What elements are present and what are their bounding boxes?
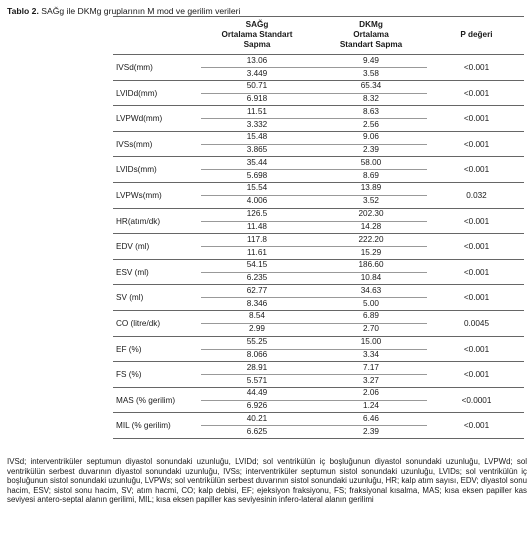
group1-sd: 3.449 <box>246 68 268 78</box>
table-row <box>113 132 524 158</box>
group1-sd: 6.918 <box>246 94 268 104</box>
group2-mean: 6.89 <box>363 311 379 321</box>
group2-mean: 9.49 <box>363 55 379 65</box>
footnote: IVSd; interventriküler septumun diyastol sonundaki uzunluğu, LVIDd; sol ventrikülün iç boşluğunun diyastol sonundaki uzunluğu, LVPWd; sol ventrikülün serbest duvarının diyastol sonundaki uzunluğu, IVSs; interventriküler septumun sistol sonundaki uzunluğu, LVIDs; sol ventrikülün iç boşluğunun sistol sonundaki uzunluğu, LVPWs; sol ventrikülün serbest duvarının sistol sonundaki uzunluğu, HR; kalp atım sayısı, EDV; diyastol sonu hacim, ESV; sistol sonu hacim, SV; atım hacmi, CO; kalp debisi, EF; ejeksiyon fraksiyonu, FS; fraksiyonal kısalma, MAS; kısa eksen papiller kas seviyesi antero-septal alanın gerilimi, MIL; kısa eksen papiller kas seviyesinin infero-lateral alanın gerilimi <box>7 457 527 505</box>
caption-label: Tablo 2. <box>7 6 39 16</box>
row-param: ESV (ml) <box>116 267 149 277</box>
group2-mean: 8.63 <box>363 106 379 116</box>
group2-mean: 186.60 <box>358 260 384 270</box>
row-param: EDV (ml) <box>116 242 150 252</box>
table-row <box>113 311 524 337</box>
data-table <box>113 16 524 439</box>
row-param: IVSd(mm) <box>116 63 153 72</box>
p-value: <0.001 <box>463 344 490 354</box>
group1-sd: 5.571 <box>246 375 268 385</box>
header-group1: SAĞg Ortalama Standart Sapma <box>221 20 293 49</box>
group2-mean: 202.30 <box>358 209 384 219</box>
group2-mean: 9.06 <box>363 132 379 142</box>
row-param: LVIDs(mm) <box>116 165 157 175</box>
row-param: HR(atım/dk) <box>116 216 161 226</box>
row-param: IVSs(mm) <box>116 139 153 149</box>
row-param: SV (ml) <box>116 293 144 303</box>
group2-sd: 2.56 <box>363 119 379 129</box>
p-value: <0.0001 <box>461 395 492 405</box>
group2-mean: 13.89 <box>360 183 382 193</box>
group1-sd: 6.625 <box>246 426 268 436</box>
group1-mean: 11.51 <box>247 106 267 116</box>
group2-sd: 1.24 <box>363 401 379 411</box>
table-row <box>113 234 524 260</box>
p-value: <0.001 <box>463 242 490 252</box>
group2-sd: 10.84 <box>360 273 382 283</box>
group1-mean: 28.91 <box>246 362 268 372</box>
group2-sd: 8.69 <box>363 170 379 180</box>
group2-mean: 6.46 <box>363 413 379 423</box>
header-p-value: P değeri <box>460 30 493 39</box>
p-value: <0.001 <box>463 216 490 226</box>
group2-mean: 222.20 <box>358 234 384 244</box>
row-divider <box>201 195 427 196</box>
group2-sd: 2.39 <box>363 145 379 155</box>
row-divider <box>201 246 427 247</box>
group2-sd: 14.28 <box>360 222 382 232</box>
row-divider <box>201 425 427 426</box>
group2-sd: 3.34 <box>363 350 379 360</box>
group2-mean: 65.34 <box>360 81 382 91</box>
table-header <box>113 16 524 55</box>
group2-mean: 7.17 <box>363 362 379 372</box>
row-param: LVPWd(mm) <box>116 114 163 124</box>
group1-mean: 35.44 <box>246 157 268 167</box>
group2-mean: 58.00 <box>360 157 382 167</box>
group1-mean: 13.06 <box>246 55 268 65</box>
row-divider <box>201 272 427 273</box>
p-value: <0.001 <box>463 267 490 277</box>
table-body <box>113 55 524 439</box>
group1-mean: 54.15 <box>246 260 268 270</box>
row-divider <box>201 374 427 375</box>
row-divider <box>201 144 427 145</box>
header-group2: DKMg Ortalama Standart Sapma <box>339 20 403 49</box>
table-row <box>113 106 524 132</box>
group2-sd: 2.70 <box>363 324 379 334</box>
p-value: 0.032 <box>466 190 487 200</box>
table-row <box>113 388 524 414</box>
group1-mean: 50.71 <box>246 81 268 91</box>
group1-sd: 2.99 <box>249 324 265 334</box>
table-row <box>113 362 524 388</box>
row-param: LVIDd(mm) <box>116 88 158 98</box>
group1-mean: 40.21 <box>246 413 268 423</box>
group1-sd: 6.926 <box>246 401 268 411</box>
group2-mean: 15.00 <box>360 337 382 347</box>
p-value: 0.0045 <box>463 318 490 328</box>
group1-sd: 8.346 <box>246 298 268 308</box>
group1-mean: 126.5 <box>246 209 268 219</box>
row-divider <box>201 323 427 324</box>
group2-sd: 15.29 <box>360 247 382 257</box>
table-row <box>113 55 524 81</box>
table-row <box>113 337 524 363</box>
table-row <box>113 157 524 183</box>
row-param: LVPWs(mm) <box>116 190 162 200</box>
row-divider <box>201 93 427 94</box>
p-value: <0.001 <box>463 370 490 380</box>
row-divider <box>201 297 427 298</box>
row-divider <box>201 349 427 350</box>
p-value: <0.001 <box>463 421 490 431</box>
group2-sd: 3.52 <box>363 196 379 206</box>
group1-mean: 117.8 <box>247 234 267 244</box>
group2-sd: 3.27 <box>363 375 379 385</box>
p-value: <0.001 <box>463 165 490 175</box>
row-param: FS (%) <box>116 370 142 380</box>
p-value: <0.001 <box>463 88 490 98</box>
group1-mean: 8.54 <box>249 311 265 321</box>
row-param: CO (litre/dk) <box>116 318 161 328</box>
p-value: <0.001 <box>463 139 490 149</box>
group1-sd: 3.332 <box>246 119 268 129</box>
group1-mean: 15.54 <box>246 183 268 193</box>
row-param: MIL (% gerilim) <box>116 421 171 431</box>
group1-sd: 11.48 <box>247 222 267 232</box>
p-value: <0.001 <box>463 293 490 303</box>
group1-sd: 11.61 <box>247 247 267 257</box>
p-value: <0.001 <box>463 63 490 72</box>
group2-mean: 34.63 <box>360 285 382 295</box>
group2-sd: 8.32 <box>363 94 379 104</box>
group1-sd: 3.865 <box>246 145 268 155</box>
group2-sd: 2.39 <box>363 426 379 436</box>
group1-sd: 5.698 <box>246 170 268 180</box>
row-divider <box>201 118 427 119</box>
row-divider <box>201 221 427 222</box>
group1-sd: 4.006 <box>246 196 268 206</box>
table-row <box>113 413 524 439</box>
table-row <box>113 260 524 286</box>
group1-mean: 62.77 <box>246 285 268 295</box>
row-param: MAS (% gerilim) <box>116 395 176 405</box>
group2-mean: 2.06 <box>363 388 379 398</box>
group1-mean: 44.49 <box>246 388 268 398</box>
caption-text: SAĞg ile DKMg gruplarının M mod ve gerilim verileri <box>41 6 241 16</box>
row-divider <box>201 169 427 170</box>
table-row <box>113 285 524 311</box>
p-value: <0.001 <box>463 114 490 124</box>
group1-sd: 6.235 <box>246 273 268 283</box>
group2-sd: 3.58 <box>363 68 379 78</box>
group1-mean: 55.25 <box>246 337 268 347</box>
table-row <box>113 81 524 107</box>
row-param: EF (%) <box>116 344 142 354</box>
group2-sd: 5.00 <box>363 298 379 308</box>
table-row <box>113 183 524 209</box>
table-row <box>113 209 524 235</box>
row-divider <box>201 400 427 401</box>
group1-mean: 15.48 <box>246 132 268 142</box>
row-divider <box>201 67 427 68</box>
group1-sd: 8.066 <box>246 350 268 360</box>
